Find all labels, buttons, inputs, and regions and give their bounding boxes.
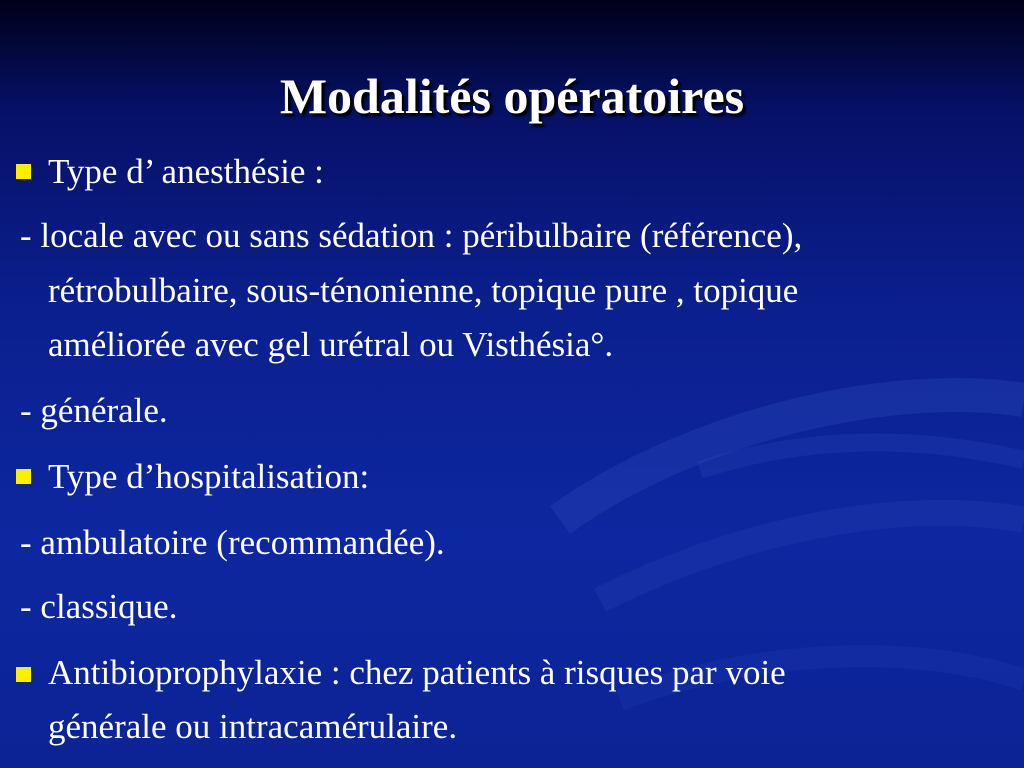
list-item: Type d’ anesthésie : (48, 152, 324, 191)
list-item: Type d’hospitalisation: (48, 457, 370, 496)
list-item: améliorée avec gel urétral ou Visthésia°. (48, 325, 614, 364)
list-item: Antibioprophylaxie : chez patients à risques par voie (48, 653, 786, 692)
list-item: - ambulatoire (recommandée). (20, 523, 445, 562)
square-bullet-icon (16, 164, 31, 179)
list-item: - locale avec ou sans sédation : péribulbaire (référence), (20, 216, 803, 255)
slide-title: Modalités opératoires (279, 68, 745, 124)
square-bullet-icon (16, 667, 31, 682)
list-item: rétrobulbaire, sous-ténonienne, topique pure , topique (48, 271, 799, 310)
list-item: - classique. (20, 587, 178, 626)
list-item: générale ou intracamérulaire. (48, 707, 458, 746)
square-bullet-icon (16, 469, 31, 484)
list-item: - générale. (20, 391, 168, 430)
